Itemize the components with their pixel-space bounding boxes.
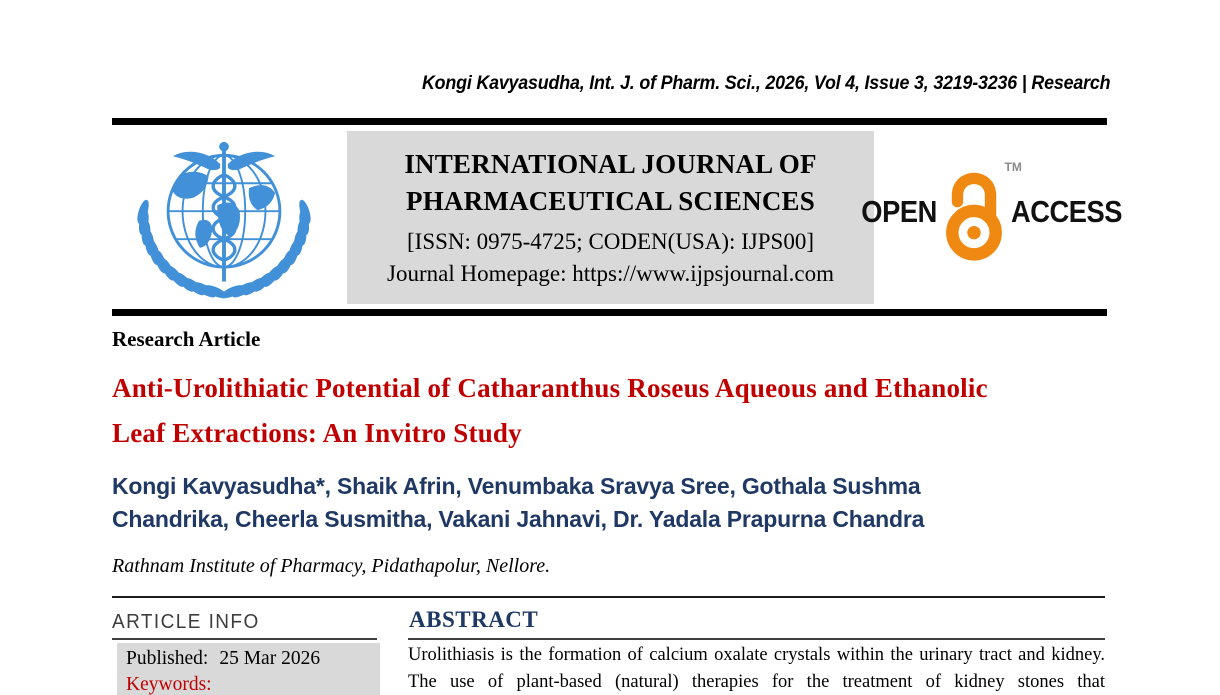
journal-logo [118,133,330,301]
published-line [126,646,380,672]
open-access-lock-icon [943,160,1022,262]
open-access-open-label: OPEN [861,194,937,229]
abstract-text: Urolithiasis is the formation of calcium oxalate crystals within the urinary tract and kidney. The use of plant-based (natural) therapies for the treatment of kidney stones that [408,645,1105,692]
keywords-label: Keywords: [126,674,212,695]
published-date: 25 Mar 2026 [219,648,321,669]
trademark-label: TM [1004,160,1022,174]
who-caduceus-globe-icon [118,133,330,301]
journal-homepage-line: Journal Homepage: https://www.ijpsjournal.com [387,261,834,286]
running-head-citation: Kongi Kavyasudha, Int. J. of Pharm. Sci., 2026, Vol 4, Issue 3, 3219-3236 | Research [421,73,1110,94]
article-info-panel [117,643,380,695]
abstract-heading: ABSTRACT [409,607,539,632]
masthead-bottom-rule [112,309,1107,316]
abstract-underline [408,638,1105,640]
article-info-underline [112,638,377,640]
journal-name: INTERNATIONAL JOURNAL OF PHARMACEUTICAL SCIENCES [404,149,817,216]
top-rule [112,118,1107,125]
open-access-logo [861,160,1122,264]
open-access-access-label: ACCESS [1010,194,1122,229]
affiliation: Rathnam Institute of Pharmacy, Pidathapolur, Nellore. [112,555,551,577]
article-type-label: Research Article [112,327,261,351]
article-title: Anti-Urolithiatic Potential of Catharanthus Roseus Aqueous and Ethanolic Leaf Extractions: An Invitro Study [112,373,988,448]
section-divider-rule [112,596,1105,598]
article-info-heading: ARTICLE INFO [112,611,260,633]
masthead-box [347,131,874,304]
author-list: Kongi Kavyasudha*, Shaik Afrin, Venumbaka Sravya Sree, Gothala Sushma Chandrika, Cheerla Susmitha, Vakani Jahnavi, Dr. Yadala Prapurna Chandra [112,473,925,532]
issn-coden-line: [ISSN: 0975-4725; CODEN(USA): IJPS00] [407,229,814,254]
published-label: Published: [126,648,209,669]
